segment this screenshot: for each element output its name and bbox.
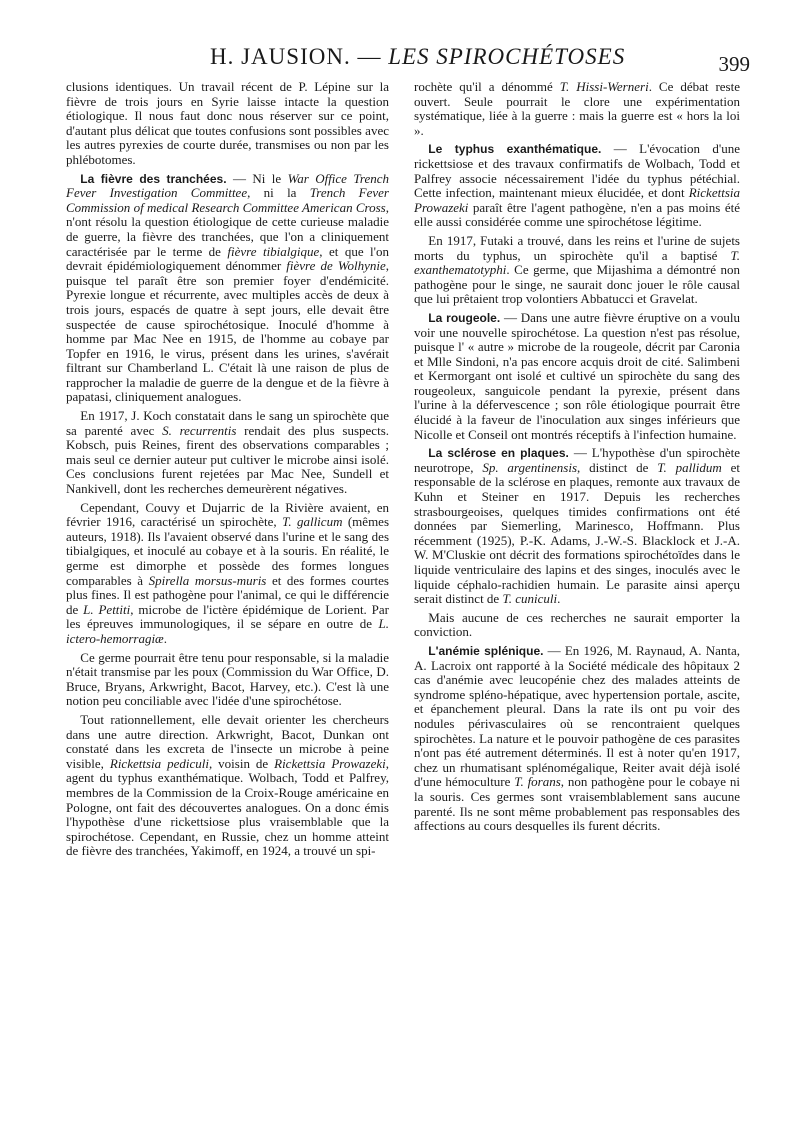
left-column bbox=[66, 80, 389, 863]
paragraph-mais: Mais aucune de ces recherches ne saurait emporter la conviction. bbox=[414, 609, 740, 640]
section-heading-anemie: L'anémie splénique. bbox=[428, 643, 544, 658]
paragraph-futaki: En 1917, Futaki a trouvé, dans les reins et l'urine de sujets morts du typhus, un spirochète qu'il a baptisé T. exanthematotyphi. Ce germe, que Mijashima a démontré non pathogène pour le singe, ne saurait donc jouer le rôle causal que lui prêtaient trop volontiers Abbatucci et Gravelat. bbox=[414, 232, 740, 307]
right-column bbox=[414, 80, 740, 838]
page-number: 399 bbox=[718, 52, 750, 76]
header-title: LES SPIROCHÉTOSES bbox=[388, 44, 626, 69]
section-heading-rougeole: La rougeole. bbox=[428, 310, 501, 325]
paragraph-typhus: Le typhus exanthématique. — L'évocation d'une rickettsiose et des travaux confirmatifs de Wolbach, Todd et Palfrey associe nécessairement l'idée du typhus pétéchial. Cette infection, maintenant mieux élucidée, et dont Rickettsia Prowazeki paraît être l'agent pathogène, n'en a pas moins été elle aussi considérée comme une spirochétose légitime. bbox=[414, 141, 740, 230]
paragraph-lepine: clusions identiques. Un travail récent de P. Lépine sur la fièvre de trois jours en Syrie laisse intacte la question étiologique. Il nous faut donc nous réserver sur ce point, d'autant plus délicat que toutes confusions sont possibles avec les autres pyrexies de courte durée, transmises ou non par les phlébotomes. bbox=[66, 79, 389, 167]
paragraph-rougeole: La rougeole. — Dans une autre fièvre éruptive on a voulu voir une nouvelle spirochétose. La question n'est pas résolue, puisque l' « autre » microbe de la rougeole, décrit par Caronia et Mlle Sindoni, n'a pas encore acquis droit de cité. Salimbeni et Kermorgant ont isolé et cultivé un spirochète du sang des rougeoleux, sanguicole pendant la pyrexie, présent dans l'urine à la défervescence ; son rôle étiologique pourrait être élucidé à la faveur de l'inoculation aux singes inférieurs que Nicolle et Conseil ont montrés réceptifs à l'infection humaine. bbox=[414, 309, 740, 442]
paragraph-koch: En 1917, J. Koch constatait dans le sang un spirochète que sa parenté avec S. recurrentis rendait des plus suspects. Kobsch, puis Reines, firent des observations comparables ; mais seul ce dernier auteur put cultiver le microbe ainsi isolé. Ces conclusions furent rejetées par Mac Nee, Sundell et Nankivell, dont les recherches demeurèrent négatives. bbox=[66, 408, 389, 497]
section-heading-typhus: Le typhus exanthématique. bbox=[428, 142, 602, 157]
paragraph-germe: Ce germe pourrait être tenu pour responsable, si la maladie n'était transmise par les poux (Commission du War Office, D. Bruce, Bryans, Arkwright, Bacot, Harvey, etc.). C'est là une notion peu conciliable avec l'idée d'une spirochétose. bbox=[66, 649, 389, 709]
header-author: H. JAUSION. — bbox=[210, 44, 382, 69]
paragraph-continuation: rochète qu'il a dénommé T. Hissi-Werneri. Ce débat reste ouvert. Seule pourrait le clore une expérimentation systématique, liée à la guerre : mais la guerre est « hors la loi ». bbox=[414, 79, 740, 138]
running-head bbox=[210, 44, 625, 70]
paragraph-sclerose: La sclérose en plaques. — L'hypothèse d'un spirochète neurotrope, Sp. argentinensis, distinct de T. pallidum et responsable de la sclérose en plaques, remonte aux travaux de Kuhn et Steiner en 1917. Depuis les recherches strasbourgeoises, quelques timides confirmations ont été données par Siemerling, Marinesco, Hoffmann. Plus récemment (1925), P.-K. Adams, J.-W.-S. Blacklock et J.-A. W. M'Cluskie ont décrit des formations spirochétoïdes dans le liquide ventriculaire des lapins et des singes, inoculés avec le liquide céphalo-rachidien humain. Le parasite ainsi aperçu serait distinct de T. cuniculi. bbox=[414, 445, 741, 607]
paragraph-couvy: Cependant, Couvy et Dujarric de la Rivière avaient, en février 1916, caractérisé un spirochète, T. gallicum (mêmes auteurs, 1918). Ils l'avaient observé dans l'urine et le sang des tibialgiques, et inoculé au cobaye et à la souris. En réalité, le germe est dimorphe et possède des formes longues comparables à Spirella morsus-muris et des formes courtes plus fines. Il est pathogène pour l'animal, ce qui le différencie de L. Pettiti, microbe de l'ictère épidémique de Lorient. Par les épreuves immunologiques, il se sépare en outre de L. ictero-hemorragiæ. bbox=[66, 499, 390, 646]
paragraph-trench-fever: La fièvre des tranchées. — Ni le War Office Trench Fever Investigation Committee, ni la Trench Fever Commission of medical Research Committee American Cross, n'ont résolu la question étiologique de cette curieuse maladie de guerre, la fièvre des tranchées, que l'on a cliniquement caractérisée par le terme de fièvre tibialgique, et que l'on devrait épidémiologiquement dénommer fièvre de Wolhynie, puisque tel paraît être son premier foyer d'endémicité. Pyrexie longue et récurrente, avec multiples accès de deux à trois jours, espacés de quatre à sept jours, elle devait être suspectée de cause spirochétosique. Inoculé d'homme à homme par Mac Nee en 1915, de l'homme au cobaye par Topfer en 1916, le virus, présent dans les urines, s'avérait filtrant sur Chamberland L. C'était là une raison de plus de rapprocher la maladie de guerre de la dengue et de la fièvre à papatasi, cliniquement analogues. bbox=[66, 170, 389, 405]
section-heading-sclerose: La sclérose en plaques. bbox=[428, 446, 569, 461]
paragraph-anemie: L'anémie splénique. — En 1926, M. Raynaud, A. Nanta, A. Lacroix ont rapporté à la Société médicale des hôpitaux 2 cas d'anémie avec leucopénie chez des malades atteints de syndrome spléno-hépatique, avec hypertension portale, ascite, et épanchement pleural. Dans la rate ils ont pu voir des nodules périvasculaires où se rencontraient quelques spirochètes. La nature et le pouvoir pathogène de ces parasites n'ont pas été autrement déterminés. Il est à noter qu'en 1917, chez un rhumatisant splénomégalique, Reiter avait déjà isolé d'une hémoculture T. forans, non pathogène pour le cobaye ni la souris. Ces germes sont vraisemblablement sans aucune parenté. Ils ne sont même probablement pas responsables des affections au cours desquelles ils furent décrits. bbox=[414, 642, 741, 834]
running-header bbox=[60, 40, 750, 80]
section-heading-trench-fever: La fièvre des tranchées. bbox=[80, 171, 227, 186]
paragraph-rational: Tout rationnellement, elle devait orienter les chercheurs dans une autre direction. Arkwright, Bacot, Dunkan ont constaté dans les excreta de l'insecte un microbe à peine visible, Rickettsia pediculi, voisin de Rickettsia Prowazeki, agent du typhus exanthématique. Wolbach, Todd et Palfrey, membres de la Commission de la Croix-Rouge américaine en Pologne, ont fait des découvertes analogues. On a donc émis l'hypothèse d'une rickettsiose plus vraisemblable que la spirochétose. Cependant, en Russie, chez un homme atteint de fièvre des tranchées, Yakimoff, en 1924, a trouvé un spi- bbox=[66, 711, 389, 859]
